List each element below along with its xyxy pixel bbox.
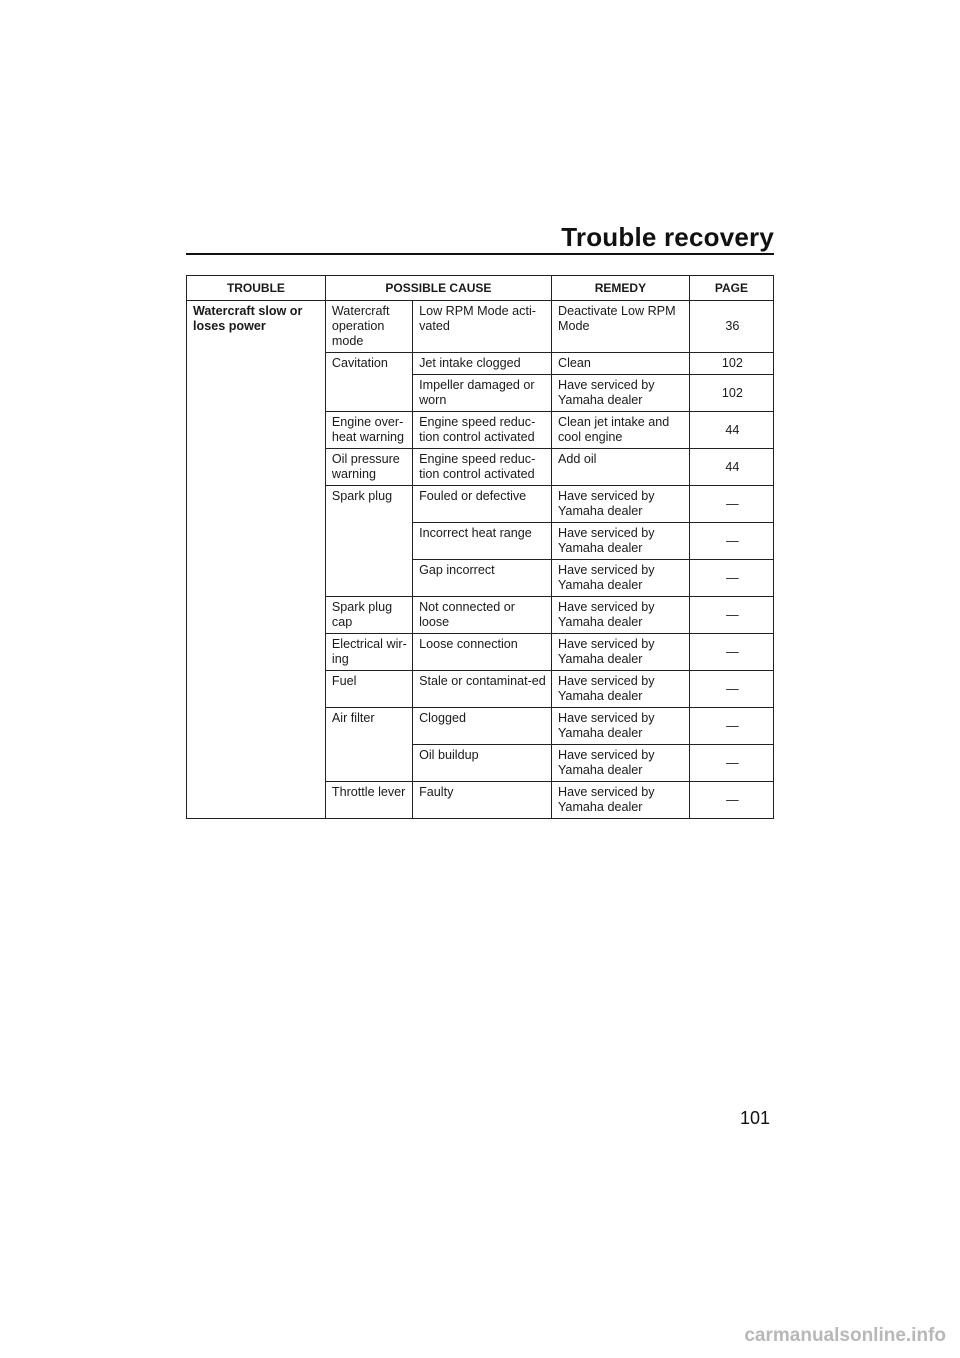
detail-cell: Fouled or defective — [413, 486, 552, 523]
cause-cell: Cavitation — [325, 353, 412, 412]
table-row — [187, 301, 774, 353]
remedy-cell: Have serviced by Yamaha dealer — [551, 560, 689, 597]
remedy-cell: Have serviced by Yamaha dealer — [551, 745, 689, 782]
detail-cell: Gap incorrect — [413, 560, 552, 597]
cause-cell: Engine over-heat warning — [325, 412, 412, 449]
detail-cell: Jet intake clogged — [413, 353, 552, 375]
page-cell: — — [689, 745, 773, 782]
page-title: Trouble recovery — [561, 222, 774, 252]
remedy-cell: Add oil — [551, 449, 689, 486]
remedy-cell: Deactivate Low RPM Mode — [551, 301, 689, 353]
remedy-cell: Have serviced by Yamaha dealer — [551, 597, 689, 634]
header-trouble: TROUBLE — [187, 276, 326, 301]
page-cell: — — [689, 486, 773, 523]
remedy-cell: Have serviced by Yamaha dealer — [551, 782, 689, 819]
remedy-cell: Have serviced by Yamaha dealer — [551, 486, 689, 523]
remedy-cell: Have serviced by Yamaha dealer — [551, 671, 689, 708]
remedy-cell: Clean jet intake and cool engine — [551, 412, 689, 449]
remedy-cell: Have serviced by Yamaha dealer — [551, 634, 689, 671]
cause-cell: Fuel — [325, 671, 412, 708]
page-cell: — — [689, 523, 773, 560]
detail-cell: Clogged — [413, 708, 552, 745]
page-cell: 102 — [689, 375, 773, 412]
page-cell: — — [689, 597, 773, 634]
cause-cell: Air filter — [325, 708, 412, 782]
page-cell: 44 — [689, 449, 773, 486]
remedy-cell: Have serviced by Yamaha dealer — [551, 708, 689, 745]
page-cell: — — [689, 671, 773, 708]
detail-cell: Engine speed reduc-tion control activated — [413, 449, 552, 486]
table-header-row — [187, 276, 774, 301]
remedy-cell: Clean — [551, 353, 689, 375]
page-cell: 36 — [689, 301, 773, 353]
page-cell: — — [689, 634, 773, 671]
detail-cell: Not connected or loose — [413, 597, 552, 634]
page-cell: — — [689, 560, 773, 597]
trouble-table — [186, 275, 774, 819]
page-cell: 102 — [689, 353, 773, 375]
cause-cell: Electrical wir-ing — [325, 634, 412, 671]
title-divider — [186, 253, 774, 255]
page-number: 101 — [739, 1108, 770, 1128]
detail-cell: Stale or contaminat-ed — [413, 671, 552, 708]
detail-cell: Oil buildup — [413, 745, 552, 782]
remedy-cell: Have serviced by Yamaha dealer — [551, 375, 689, 412]
page-cell: 44 — [689, 412, 773, 449]
detail-cell: Impeller damaged or worn — [413, 375, 552, 412]
detail-cell: Low RPM Mode acti-vated — [413, 301, 552, 353]
detail-cell: Loose connection — [413, 634, 552, 671]
remedy-cell: Have serviced by Yamaha dealer — [551, 523, 689, 560]
detail-cell: Incorrect heat range — [413, 523, 552, 560]
page-cell: — — [689, 782, 773, 819]
header-possible-cause: POSSIBLE CAUSE — [325, 276, 551, 301]
detail-cell: Faulty — [413, 782, 552, 819]
cause-cell: Spark plug — [325, 486, 412, 597]
header-remedy: REMEDY — [551, 276, 689, 301]
detail-cell: Engine speed reduc-tion control activated — [413, 412, 552, 449]
header-page: PAGE — [689, 276, 773, 301]
cause-cell: Oil pressure warning — [325, 449, 412, 486]
page-cell: — — [689, 708, 773, 745]
cause-cell: Throttle lever — [325, 782, 412, 819]
cause-cell: Spark plug cap — [325, 597, 412, 634]
watermark-text: carmanualsonline.info — [744, 1325, 946, 1346]
trouble-cell: Watercraft slow or loses power — [187, 301, 326, 819]
cause-cell: Watercraft operation mode — [325, 301, 412, 353]
